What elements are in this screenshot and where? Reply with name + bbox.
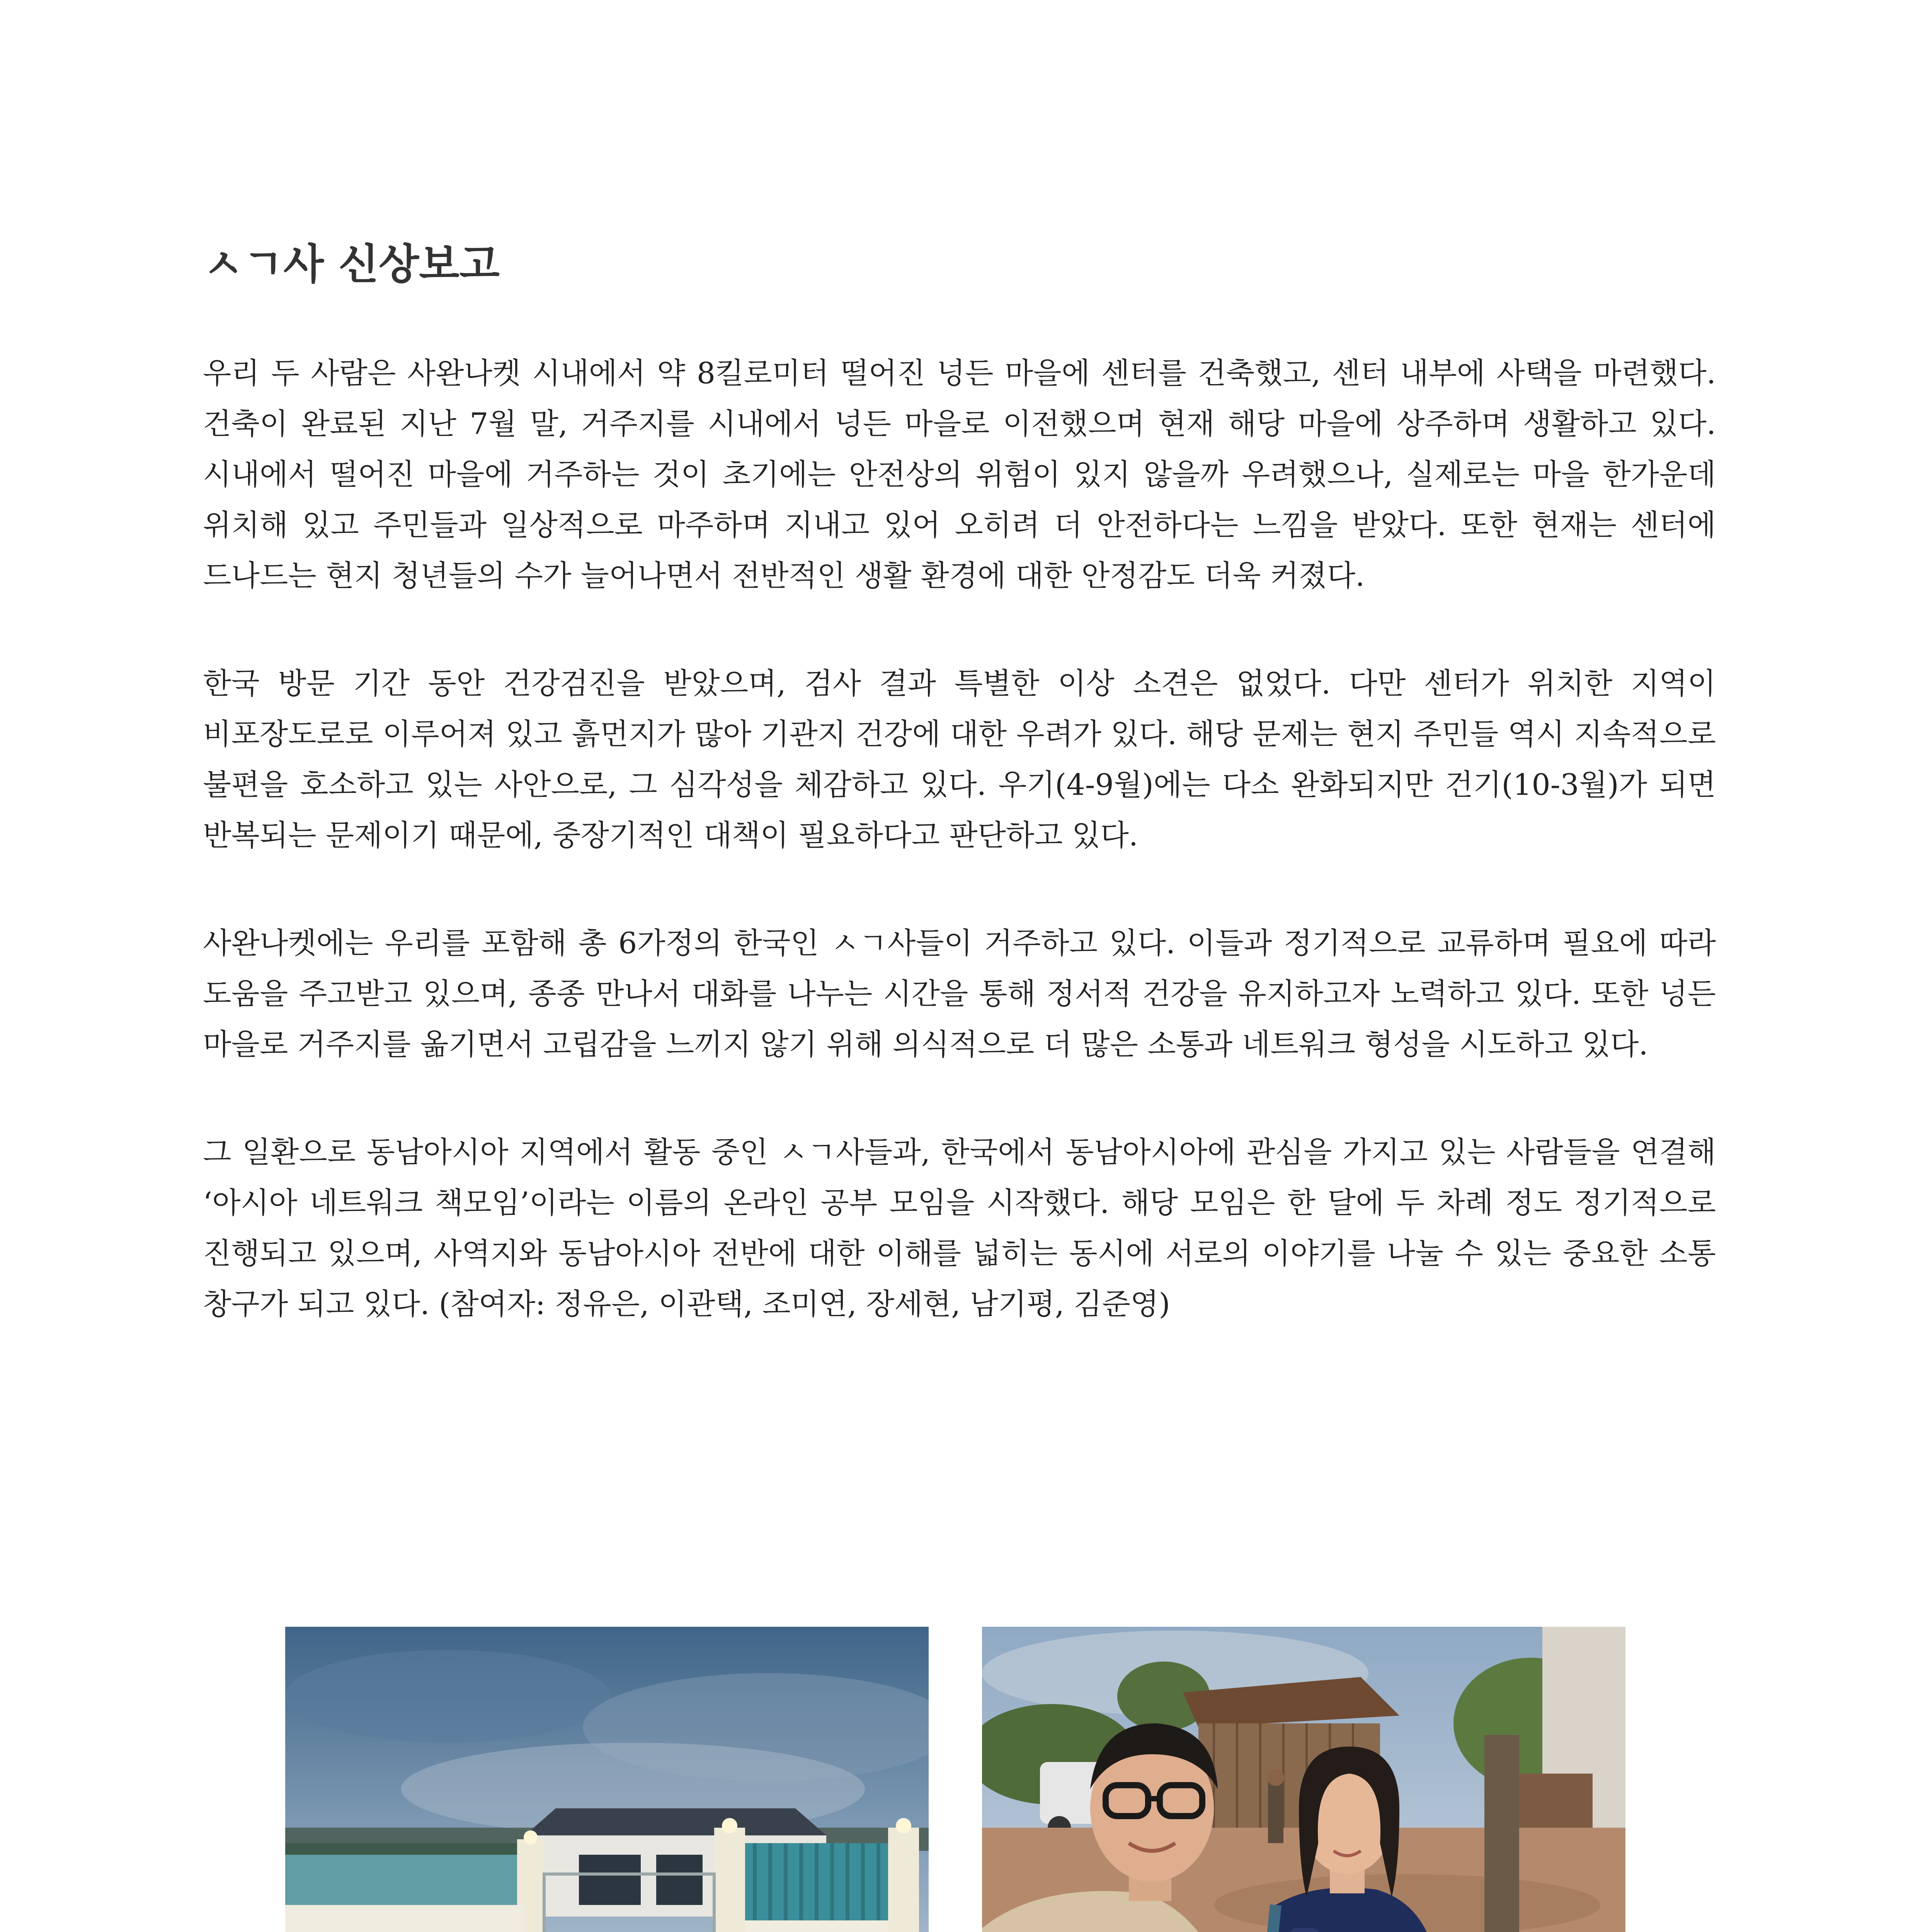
paragraph-community: 사완나켓에는 우리를 포함해 총 6가정의 한국인 ㅅㄱ사들이 거주하고 있다. 이들과 정기적으로 교류하며 필요에 따라 도움을 주고받고 있으며, 종종 만나서 대화를 나누는 시간을 통해 정서적 건강을 유지하고자 노력하고 있다. 또한 넝든 마을로 거주지를 옮기면서 고립감을 느끼지 않기 위해 의식적으로 더 많은 소통과 네트워크 형성을 시도하고 있다.: [203, 926, 1716, 1061]
paragraph-health: 한국 방문 기간 동안 건강검진을 받았으며, 검사 결과 특별한 이상 소견은 없었다. 다만 센터가 위치한 지역이 비포장도로로 이루어져 있고 흙먼지가 많아 기관지 건강에 대한 우려가 있다. 해당 문제는 현지 주민들 역시 지속적으로 불편을 호소하고 있는 사안으로, 그 심각성을 체감하고 있다. 우기(4-9월)에는 다소 완화되지만 건기(10-3월)가 되면 반복되는 문제이기 때문에, 중장기적인 대책이 필요하다고 판단하고 있다.: [203, 666, 1716, 852]
paragraph-residence: 우리 두 사람은 사완나켓 시내에서 약 8킬로미터 떨어진 넝든 마을에 센터를 건축했고, 센터 내부에 사택을 마련했다. 건축이 완료된 지난 7월 말, 거주지를 시내에서 넝든 마을로 이전했으며 현재 해당 마을에 상주하며 생활하고 있다. 시내에서 떨어진 마을에 거주하는 것이 초기에는 안전상의 위험이 있지 않을까 우려했으나, 실제로는 마을 한가운데 위치해 있고 주민들과 일상적으로 마주하며 지내고 있어 오히려 더 안전하다는 느낌을 받았다. 또한 현재는 센터에 드나드는 현지 청년들의 수가 늘어나면서 전반적인 생활 환경에 대한 안정감도 더욱 커졌다.: [203, 356, 1716, 593]
selfie-illustration: [982, 1627, 1625, 1932]
paragraph-book-club: 그 일환으로 동남아시아 지역에서 활동 중인 ㅅㄱ사들과, 한국에서 동남아시아에 관심을 가지고 있는 사람들을 연결해 ‘아시아 네트워크 책모임’이라는 이름의 온라인 공부 모임을 시작했다. 해당 모임은 한 달에 두 차례 정도 정기적으로 진행되고 있으며, 사역지와 동남아시아 전반에 대한 이해를 넓히는 동시에 서로의 이야기를 나눌 수 있는 중요한 소통 창구가 되고 있다. (참여자: 정유은, 이관택, 조미연, 장세현, 남기평, 김준영): [203, 1135, 1716, 1321]
body-text: [203, 348, 1716, 1386]
center-building-photo: [285, 1627, 929, 1932]
selfie-photo: [982, 1627, 1625, 1932]
center-building-illustration: [285, 1627, 929, 1932]
page-title: ㅅㄱ사 신상보고: [203, 240, 500, 289]
